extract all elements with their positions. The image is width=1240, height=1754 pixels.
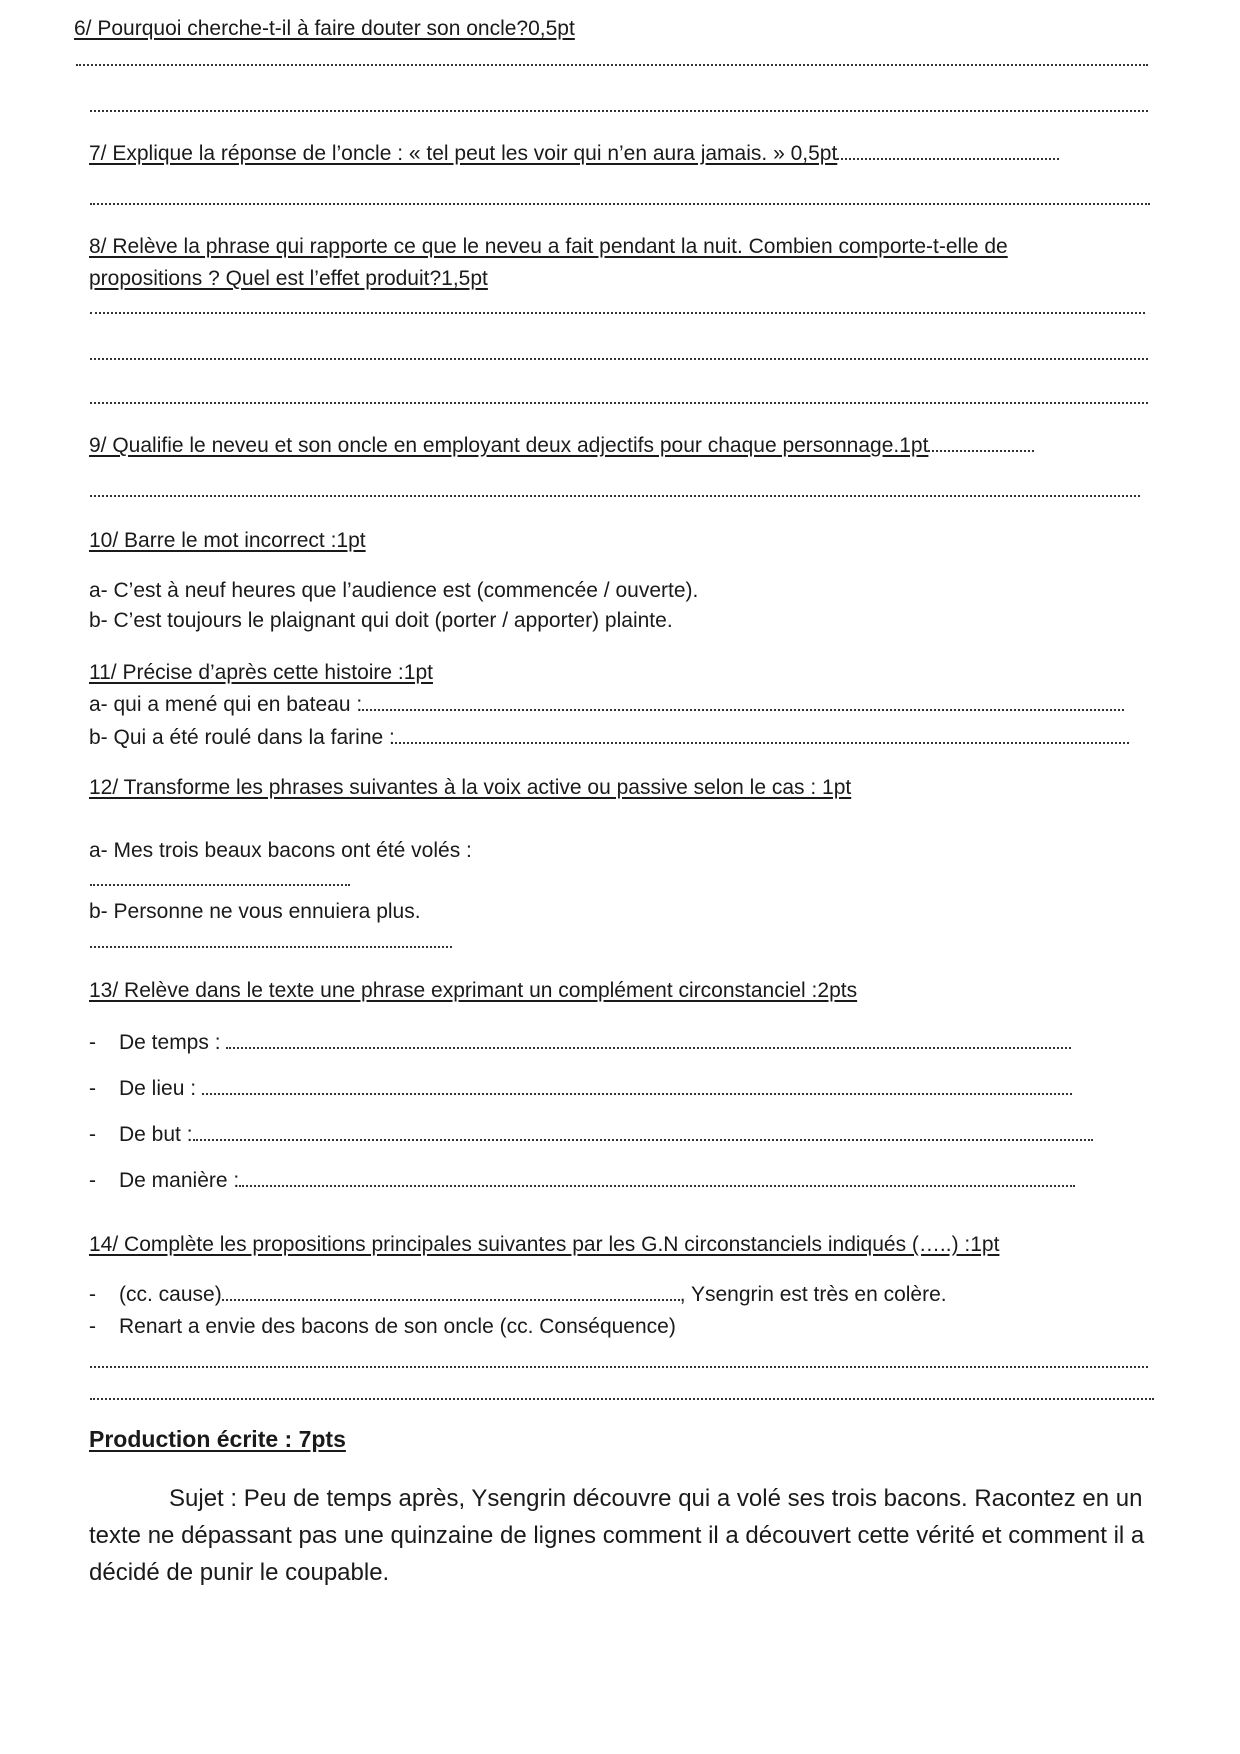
item-label: De manière : [119, 1169, 240, 1192]
answer-line[interactable] [90, 1398, 1154, 1400]
answer-line[interactable] [837, 158, 1059, 160]
principal-clause: , Ysengrin est très en colère. [679, 1283, 947, 1306]
bullet: - [89, 1031, 96, 1054]
question-9-row [89, 433, 1034, 459]
answer-line[interactable] [226, 1047, 1071, 1049]
answer-line[interactable] [395, 742, 1129, 744]
question-9: 9/ Qualifie le neveu et son oncle en employant deux adjectifs pour chaque personnage.1pt [89, 434, 929, 457]
answer-line[interactable] [90, 110, 1148, 112]
item-label: De temps : [119, 1031, 221, 1054]
answer-line[interactable] [362, 709, 1124, 711]
question-10-a: a- C’est à neuf heures que l’audience est (commencée / ouverte). [89, 579, 699, 602]
question-6: 6/ Pourquoi cherche-t-il à faire douter son oncle?0,5pt [74, 17, 575, 40]
answer-line[interactable] [202, 1093, 1072, 1095]
bullet: - [89, 1283, 96, 1306]
question-12-a: a- Mes trois beaux bacons ont été volés : [89, 839, 472, 862]
question-10: 10/ Barre le mot incorrect :1pt [89, 529, 366, 552]
question-14-a [119, 1282, 947, 1308]
answer-line[interactable] [90, 495, 1140, 497]
question-14-b: Renart a envie des bacons de son oncle (cc. Conséquence) [119, 1315, 676, 1338]
answer-line[interactable] [90, 358, 1148, 360]
production-subject: Sujet : Peu de temps après, Ysengrin découvre qui a volé ses trois bacons. Racontez en un texte ne dépassant pas une quinzaine de lignes comment il a découvert cette vérité et comment il a décidé de punir le coupable. [89, 1485, 1145, 1586]
bullet: - [89, 1315, 96, 1338]
answer-line[interactable] [90, 884, 350, 886]
answer-line[interactable] [90, 946, 452, 948]
question-13: 13/ Relève dans le texte une phrase exprimant un complément circonstanciel :2pts [89, 979, 858, 1002]
question-13-item-manner [119, 1168, 1075, 1194]
question-11-b-row [89, 725, 1129, 751]
answer-line[interactable] [193, 1139, 1093, 1141]
answer-line[interactable] [76, 64, 1148, 66]
bullet: - [89, 1169, 96, 1192]
question-10-b: b- C’est toujours le plaignant qui doit (porter / apporter) plainte. [89, 609, 673, 632]
question-12: 12/ Transforme les phrases suivantes à la voix active ou passive selon le cas : 1pt [89, 776, 852, 799]
question-8-line1: 8/ Relève la phrase qui rapporte ce que le neveu a fait pendant la nuit. Combien comporte-t-elle de [89, 235, 1008, 258]
item-label: De but : [119, 1123, 193, 1146]
production-heading: Production écrite : 7pts [89, 1426, 346, 1452]
question-8-line2: propositions ? Quel est l’effet produit?1,5pt [89, 267, 488, 290]
question-13-item-place [119, 1076, 1072, 1102]
answer-line[interactable] [928, 450, 1034, 452]
question-7: 7/ Explique la réponse de l’oncle : « tel peut les voir qui n’en aura jamais. » 0,5pt [89, 142, 838, 165]
bullet: - [89, 1077, 96, 1100]
question-12-b: b- Personne ne vous ennuiera plus. [89, 900, 421, 923]
question-11-a: a- qui a mené qui en bateau : [89, 693, 363, 716]
question-13-item-time [119, 1030, 1071, 1056]
answer-line[interactable] [239, 1185, 1075, 1187]
question-11: 11/ Précise d’après cette histoire :1pt [89, 661, 433, 684]
answer-line[interactable] [90, 312, 1145, 314]
answer-line[interactable] [90, 402, 1148, 404]
answer-line[interactable] [90, 203, 1150, 205]
question-11-a-row [89, 692, 1124, 718]
answer-line[interactable] [222, 1299, 680, 1301]
question-11-b: b- Qui a été roulé dans la farine : [89, 726, 395, 749]
answer-line[interactable] [90, 1366, 1148, 1368]
question-14: 14/ Complète les propositions principales suivantes par les G.N circonstanciels indiqués (…..) :1pt [89, 1233, 1000, 1256]
item-label: De lieu : [119, 1077, 197, 1100]
cc-cause-label: (cc. cause) [119, 1283, 222, 1306]
question-13-item-goal [119, 1122, 1093, 1148]
question-7-row [89, 141, 1059, 167]
bullet: - [89, 1123, 96, 1146]
